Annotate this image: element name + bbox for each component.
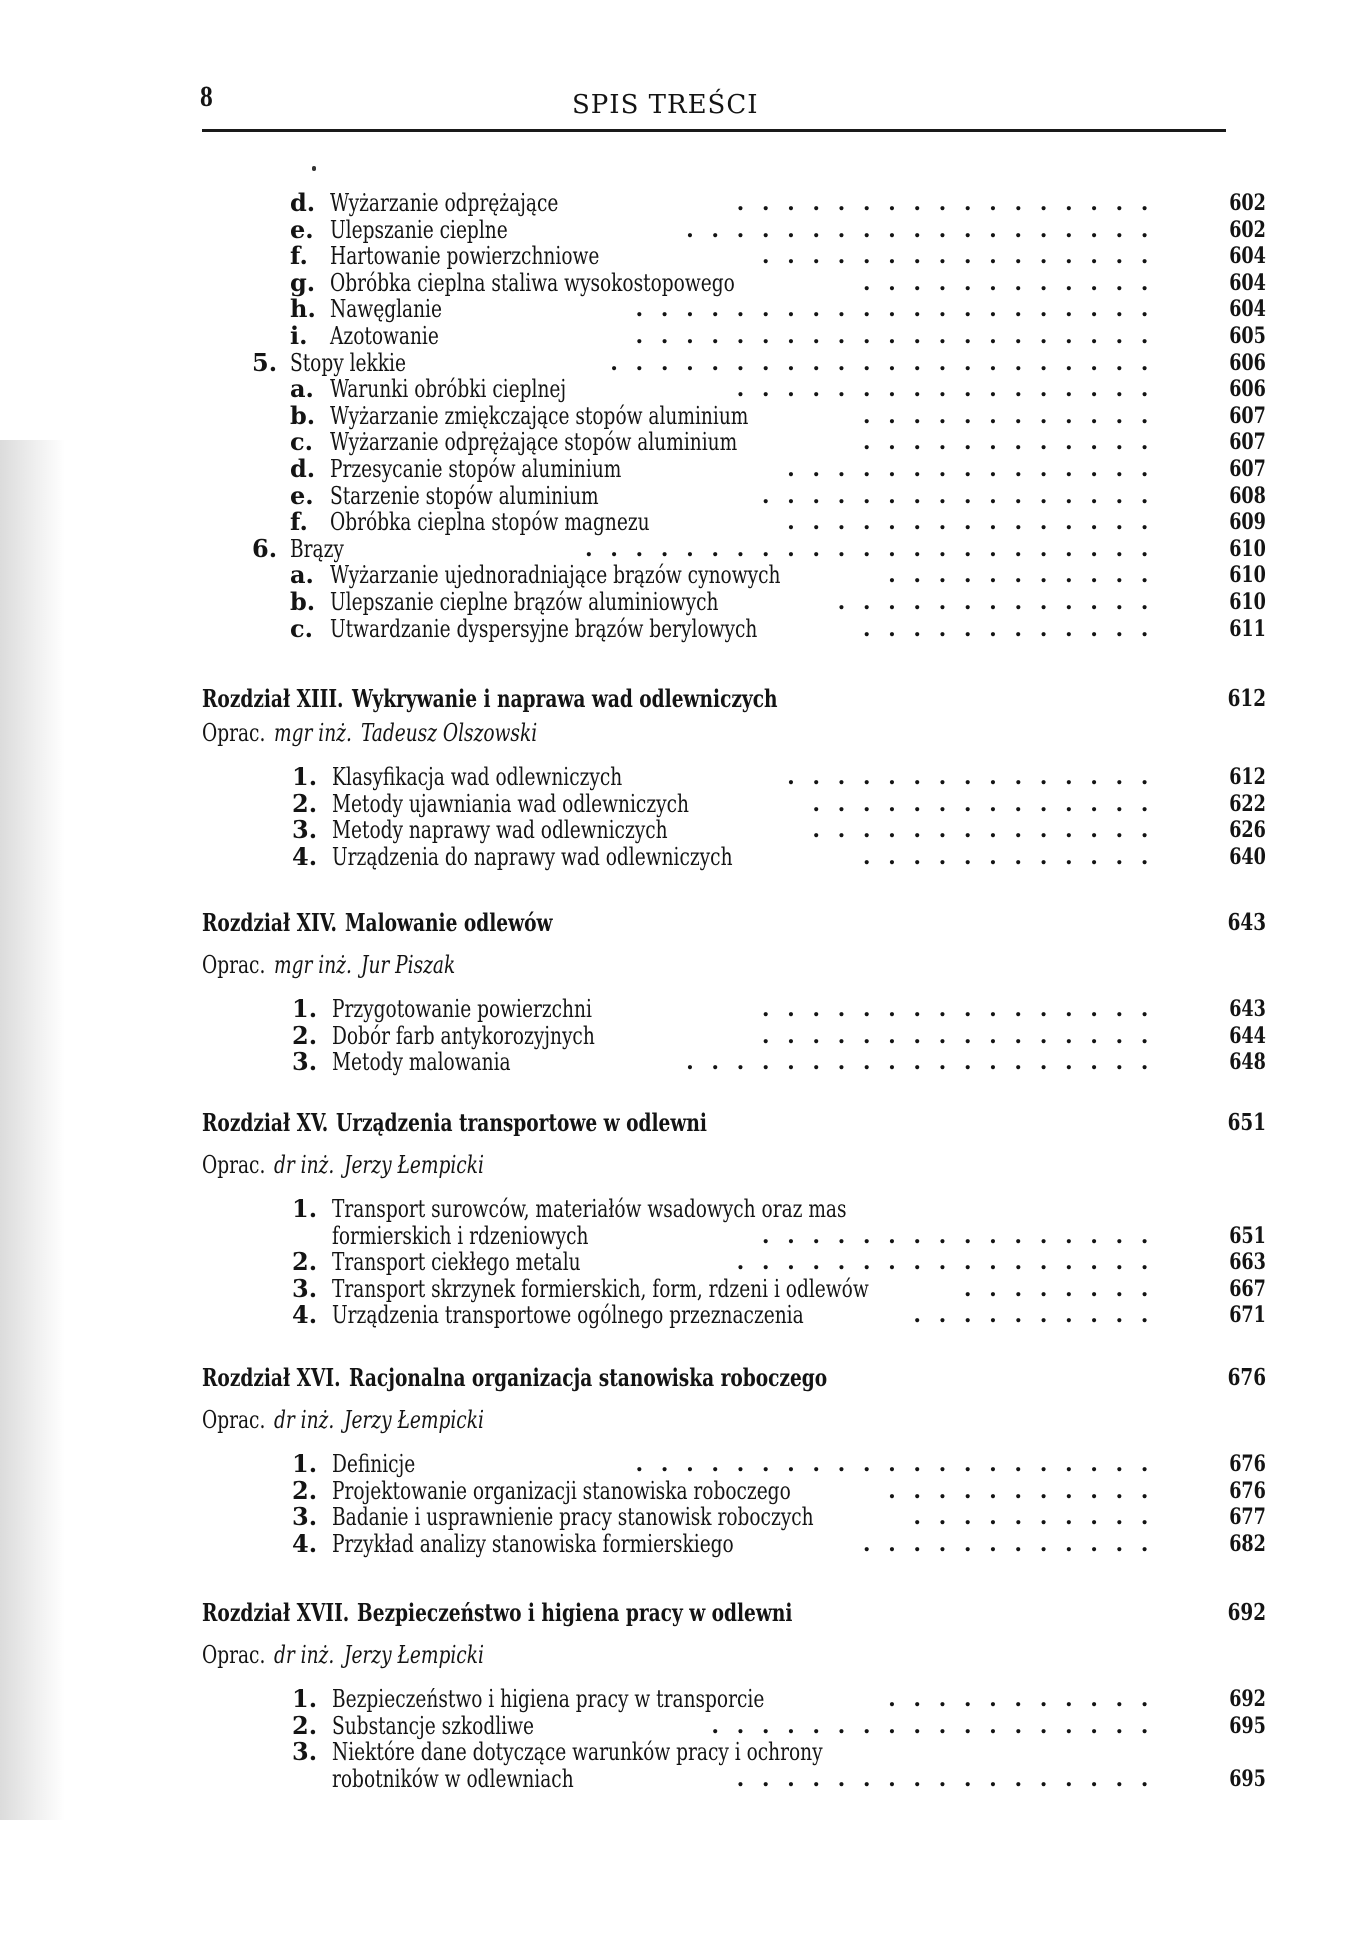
dot-leader: ........... [888,1477,1166,1504]
entry-title[interactable]: Niektóre dane dotyczące warunków pracy i ochrony [332,1738,823,1767]
entry-number: 1. [292,994,318,1023]
dot-leader: ........... [888,562,1166,589]
dot-leader: .......... [913,1302,1166,1329]
chapter-page-number: 612 [1227,685,1266,712]
author-degree: dr inż. [274,1641,335,1669]
entry-number: 4. [292,841,318,871]
chapter-label: Rozdział XVII. [202,1598,350,1627]
dot-leader: ................. [736,1249,1166,1276]
author-prefix: Oprac. [202,951,266,979]
entry-number: 2. [292,1475,318,1505]
entry-page-number: 626 [1229,817,1266,844]
entry-number: 2. [292,788,318,818]
dot-leader: ................. [736,376,1166,403]
entry-page-number: 605 [1229,323,1266,349]
chapter-author [0,952,1354,978]
chapter-title[interactable]: Wykrywanie i naprawa wad odlewniczych [351,684,778,713]
chapter-title[interactable]: Urządzenia transportowe w odlewni [336,1108,708,1137]
entry-number: 2. [292,1710,318,1740]
page-number: 8 [200,80,213,113]
entry-number: 5. [252,347,278,377]
entry-page-number: 604 [1229,243,1266,270]
entry-number: 2. [292,1020,318,1050]
entry-page-number: 606 [1229,349,1266,376]
entry-number: 3. [292,1273,318,1303]
dot-leader: ................ [761,482,1166,509]
entry-page-number: 610 [1229,562,1266,589]
entry-number: 3. [292,1502,318,1532]
entry-page-number: 676 [1229,1477,1266,1504]
entry-page-number: 606 [1229,376,1266,403]
entry-number: g. [290,267,316,297]
dot-leader: ........ [963,1275,1166,1302]
entry-number: f. [290,507,308,537]
entry-title[interactable]: Utwardzanie dyspersyjne brązów berylowych [330,614,758,643]
toc-entry[interactable] [0,1686,1354,1712]
author-name: Jerzy Łempicki [343,1406,484,1434]
entry-page-number: 692 [1229,1686,1266,1712]
author-prefix: Oprac. [202,719,266,747]
entry-title[interactable]: Transport ciekłego metalu [332,1248,581,1277]
dot-leader: ................ [761,1022,1166,1049]
toc-entry[interactable] [0,1504,1354,1530]
entry-page-number: 607 [1229,456,1266,482]
author-degree: dr inż. [274,1151,335,1179]
chapter-author [0,1152,1354,1178]
toc-entry[interactable] [0,509,1354,535]
dot-leader: ................. [736,190,1166,216]
entry-number: b. [290,587,316,616]
chapter-label: Rozdział XIII. [202,684,344,713]
entry-page-number: 651 [1229,1222,1266,1249]
toc-entry-continuation[interactable] [0,1766,1354,1792]
toc-entry[interactable] [0,1049,1354,1075]
toc-entry[interactable] [0,817,1354,843]
dot-leader: ................ [761,1222,1166,1249]
entry-number: b. [290,400,316,430]
dot-leader: ............. [837,589,1166,615]
chapter-author [0,720,1354,746]
entry-title[interactable]: Urządzenia transportowe ogólnego przeznaczenia [332,1301,804,1330]
toc-entry[interactable] [0,1302,1354,1328]
dot-leader: ..................... [635,1451,1166,1477]
author-name: Jerzy Łempicki [343,1641,484,1669]
entry-title[interactable]: Badanie i usprawnienie pracy stanowisk roboczych [332,1503,814,1532]
entry-page-number: 611 [1229,615,1266,642]
entry-title[interactable]: Brązy [290,534,344,563]
entry-title[interactable]: Wyżarzanie odprężające stopów aluminium [330,428,738,457]
toc-entry[interactable] [0,841,1354,871]
entry-title[interactable]: Obróbka cieplna stopów magnezu [330,508,650,537]
entry-title[interactable]: Urządzenia do naprawy wad odlewniczych [332,842,733,871]
entry-title[interactable]: Ulepszanie cieplne brązów aluminiowych [330,588,719,616]
dot-leader: ..................... [635,323,1166,349]
author-degree: dr inż. [274,1406,335,1434]
entry-page-number: 677 [1229,1504,1266,1531]
dot-leader: .............. [812,817,1166,844]
entry-number: 4. [292,1300,318,1330]
dot-leader: ............ [862,1530,1166,1557]
toc-entry[interactable] [0,996,1354,1022]
toc-entry[interactable] [0,1739,1354,1765]
entry-title[interactable]: Wyżarzanie zmiękczające stopów aluminium [330,401,749,430]
entry-page-number: 682 [1229,1530,1266,1557]
entry-page-number: 622 [1229,790,1266,817]
entry-number: 1. [292,762,318,791]
entry-page-number: 695 [1229,1765,1266,1792]
entry-page-number: 663 [1229,1249,1266,1276]
entry-title[interactable]: Metody malowania [332,1048,511,1077]
toc-entry[interactable] [0,1451,1354,1477]
entry-title[interactable]: Ulepszanie cieplne [330,215,508,244]
entry-number: 3. [292,1047,318,1077]
toc-entry[interactable] [0,190,1354,216]
toc-entry[interactable] [0,589,1354,615]
toc-entry[interactable] [0,347,1354,377]
entry-title[interactable]: Transport surowców, materiałów wsadowych oraz mas [332,1195,847,1223]
entry-number: i. [290,321,308,350]
entry-number: 1. [292,1449,318,1478]
entry-page-number: 607 [1229,402,1266,429]
toc-entry[interactable] [0,562,1354,588]
dot-leader: ............ [862,429,1166,456]
running-title: SPIS TREŚCI [572,90,759,120]
dot-leader: ..................... [635,296,1166,323]
chapter-author [0,1642,1354,1668]
entry-number: 4. [292,1528,318,1558]
entry-number: c. [290,613,313,643]
entry-title-continuation[interactable]: formierskich i rdzeniowych [332,1221,589,1250]
toc-entry[interactable] [0,1710,1354,1740]
chapter-heading[interactable] [0,1600,1354,1626]
entry-number: h. [290,294,316,324]
toc-entry[interactable] [0,243,1354,269]
toc-entry[interactable] [0,480,1354,510]
chapter-page-number: 643 [1227,909,1266,936]
entry-title[interactable]: Substancje szkodliwe [332,1711,534,1740]
toc-entry[interactable] [0,323,1354,349]
entry-number: d. [290,454,316,483]
chapter-label: Rozdział XIV. [202,908,337,937]
entry-number: e. [290,214,314,244]
entry-page-number: 643 [1229,996,1266,1022]
entry-page-number: 607 [1229,429,1266,456]
chapter-heading[interactable] [0,686,1354,712]
dot-leader: ................ [761,243,1166,270]
entry-number: 3. [292,1737,318,1767]
chapter-title[interactable]: Malowanie odlewów [344,908,553,937]
entry-page-number: 610 [1229,535,1266,562]
chapter-page-number: 676 [1227,1364,1266,1391]
dot-leader: .................. [711,1712,1166,1739]
chapter-label: Rozdział XV. [202,1108,329,1137]
toc-entry[interactable] [0,267,1354,297]
dot-leader: ................... [686,216,1166,243]
toc-entry-continuation[interactable] [0,1223,1354,1249]
chapter-heading[interactable] [0,1110,1354,1136]
entry-number: d. [290,188,316,217]
author-name: Tadeusz Olszowski [361,719,538,747]
entry-title[interactable]: Stopy lekkie [290,348,406,377]
chapter-label: Rozdział XVI. [202,1363,341,1392]
entry-page-number: 604 [1229,269,1266,296]
entry-number: 6. [252,533,278,563]
entry-number: 3. [292,815,318,845]
entry-page-number: 610 [1229,589,1266,615]
chapter-title[interactable]: Bezpieczeństwo i higiena pracy w odlewni [357,1598,793,1627]
dot-leader: ............ [862,615,1166,642]
entry-page-number: 602 [1229,190,1266,216]
toc-entry[interactable] [0,1196,1354,1222]
header-rule [202,129,1226,132]
entry-page-number: 602 [1229,216,1266,243]
chapter-author [0,1407,1354,1433]
entry-page-number: 644 [1229,1022,1266,1049]
toc-entry[interactable] [0,533,1354,563]
dot-leader: ................ [761,996,1166,1022]
toc-entry[interactable] [0,1528,1354,1558]
dot-leader: ............... [787,509,1166,536]
author-prefix: Oprac. [202,1151,266,1179]
entry-title-continuation[interactable]: robotników w odlewniach [332,1764,574,1793]
entry-title[interactable]: Wyżarzanie ujednoradniające brązów cynowych [330,561,781,590]
entry-page-number: 671 [1229,1302,1266,1329]
toc-entry[interactable] [0,1273,1354,1303]
chapter-heading[interactable] [0,910,1354,936]
entry-page-number: 604 [1229,296,1266,323]
dot-leader: ............ [862,402,1166,429]
toc-entry[interactable] [0,764,1354,790]
entry-page-number: 667 [1229,1275,1266,1302]
entry-page-number: 608 [1229,482,1266,509]
entry-number: a. [290,374,314,404]
entry-title[interactable]: Azotowanie [330,322,439,350]
chapter-heading[interactable] [0,1365,1354,1391]
entry-title[interactable]: Metody naprawy wad odlewniczych [332,816,668,845]
entry-title[interactable]: Projektowanie organizacji stanowiska roboczego [332,1476,791,1505]
chapter-title[interactable]: Racjonalna organizacja stanowiska roboczego [348,1363,827,1392]
toc-entry[interactable] [0,376,1354,402]
entry-number: 1. [292,1194,318,1223]
author-name: Jerzy Łempicki [343,1151,484,1179]
toc-entry[interactable] [0,400,1354,430]
entry-title[interactable]: Transport skrzynek formierskich, form, rdzeni i odlewów [332,1274,869,1303]
entry-number: f. [290,241,308,271]
toc-entry[interactable] [0,296,1354,322]
entry-title[interactable]: Przykład analizy stanowiska formierskiego [332,1529,734,1558]
toc-entry[interactable] [0,1475,1354,1505]
entry-title[interactable]: Metody ujawniania wad odlewniczych [332,789,689,818]
entry-number: a. [290,560,314,590]
entry-number: e. [290,480,314,510]
dot-leader: ...................... [610,349,1166,376]
entry-page-number: 676 [1229,1451,1266,1477]
entry-title[interactable]: Hartowanie powierzchniowe [330,242,600,271]
author-name: Jur Piszak [361,951,456,979]
entry-page-number: 640 [1229,843,1266,870]
entry-title[interactable]: Obróbka cieplna staliwa wysokostopowego [330,268,735,297]
dot-leader: ........... [888,1686,1166,1712]
entry-title[interactable]: Bezpieczeństwo i higiena pracy w transporcie [332,1685,765,1713]
dot-leader: ................... [686,1049,1166,1076]
entry-title[interactable]: Dobór farb antykorozyjnych [332,1021,595,1050]
toc-entry[interactable] [0,214,1354,244]
scan-speck [312,166,316,171]
author-degree: mgr inż. [274,719,353,747]
dot-leader: ............... [787,764,1166,790]
entry-title[interactable]: Przygotowanie powierzchni [332,995,592,1023]
entry-page-number: 609 [1229,509,1266,536]
entry-number: c. [290,427,313,457]
dot-leader: ............... [787,456,1166,482]
entry-page-number: 648 [1229,1049,1266,1076]
entry-page-number: 695 [1229,1712,1266,1739]
entry-title[interactable]: Starzenie stopów aluminium [330,481,599,510]
dot-leader: ....................... [585,535,1166,562]
toc-entry[interactable] [0,429,1354,455]
author-degree: mgr inż. [274,951,353,979]
entry-title[interactable]: Definicje [332,1450,416,1478]
entry-title[interactable]: Warunki obróbki cieplnej [330,375,567,404]
author-prefix: Oprac. [202,1641,266,1669]
toc-entry[interactable] [0,1249,1354,1275]
toc-entry[interactable] [0,456,1354,482]
entry-page-number: 612 [1229,764,1266,790]
dot-leader: .............. [812,790,1166,817]
entry-title[interactable]: Wyżarzanie odprężające [330,189,559,217]
entry-number: 1. [292,1684,318,1713]
dot-leader: ............ [862,269,1166,296]
entry-title[interactable]: Przesycanie stopów aluminium [330,455,622,483]
dot-leader: .......... [913,1504,1166,1531]
entry-number: 2. [292,1247,318,1277]
author-prefix: Oprac. [202,1406,266,1434]
dot-leader: ............ [862,843,1166,870]
toc-entry[interactable] [0,1020,1354,1050]
toc-entry[interactable] [0,613,1354,643]
entry-title[interactable]: Nawęglanie [330,295,442,324]
dot-leader: ................. [736,1765,1166,1792]
chapter-page-number: 651 [1227,1109,1266,1136]
entry-title[interactable]: Klasyfikacja wad odlewniczych [332,763,623,791]
toc-entry[interactable] [0,788,1354,818]
chapter-page-number: 692 [1227,1599,1266,1626]
